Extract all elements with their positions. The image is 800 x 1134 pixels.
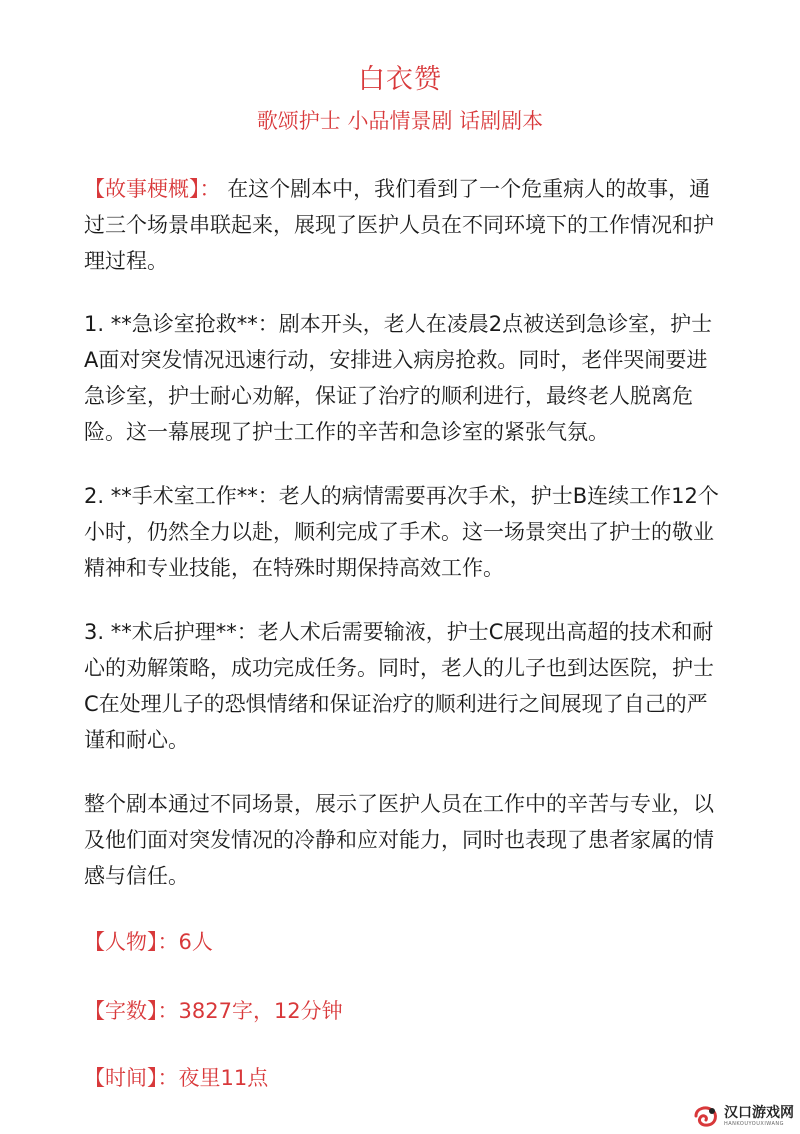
scene-2-paragraph: 2. **手术室工作**：老人的病情需要再次手术，护士B连续工作12个小时，仍然全力以赴，顺利完成了手术。这一场景突出了护士的敬业精神和专业技能，在特殊时期保持高效工作。: [84, 484, 719, 580]
watermark: [692, 1104, 794, 1128]
watermark-logo-icon: [692, 1104, 720, 1128]
scene-3-paragraph: 3. **术后护理**：老人术后需要输液，护士C展现出高超的技术和耐心的劝解策略，成功完成任务。同时，老人的儿子也到达医院，护士C在处理儿子的恐惧情绪和保证治疗的顺利进行之间展现了自己的严谨和耐心。: [84, 620, 714, 752]
synopsis-paragraph: [84, 171, 724, 279]
page-subtitle: 歌颂护士 小品情景剧 话剧剧本: [256, 109, 544, 133]
time-value: 夜里11点: [178, 1066, 269, 1090]
page-title: 白衣赞: [358, 64, 442, 95]
word-count-value: 3827字，12分钟: [178, 999, 343, 1023]
meta-characters: [84, 924, 213, 960]
time-label: 【时间】：: [84, 1066, 179, 1090]
meta-word-count: [84, 993, 343, 1029]
synopsis-text: 在这个剧本中，我们看到了一个危重病人的故事，通过三个场景串联起来，展现了医护人员在不同环境下的工作情况和护理过程。: [84, 177, 714, 273]
summary-paragraph: 整个剧本通过不同场景，展示了医护人员在工作中的辛苦与专业，以及他们面对突发情况的冷静和应对能力，同时也表现了患者家属的情感与信任。: [84, 792, 714, 888]
characters-label: 【人物】：: [84, 930, 179, 954]
watermark-main-text: 汉口游戏网: [724, 1104, 794, 1121]
watermark-sub-text: HANKOUYOUXIWANG: [724, 1120, 785, 1127]
characters-value: 6人: [178, 930, 213, 954]
synopsis-label: 【故事梗概】：: [84, 177, 221, 201]
scene-1-paragraph: 1. **急诊室抢救**：剧本开头，老人在凌晨2点被送到急诊室，护士A面对突发情况迅速行动，安排进入病房抢救。同时，老伴哭闹要进急诊室，护士耐心劝解，保证了治疗的顺利进行，最终老人脱离危险。这一幕展现了护士工作的辛苦和急诊室的紧张气氛。: [84, 312, 713, 444]
meta-time: [84, 1060, 268, 1096]
word-count-label: 【字数】：: [84, 999, 179, 1023]
